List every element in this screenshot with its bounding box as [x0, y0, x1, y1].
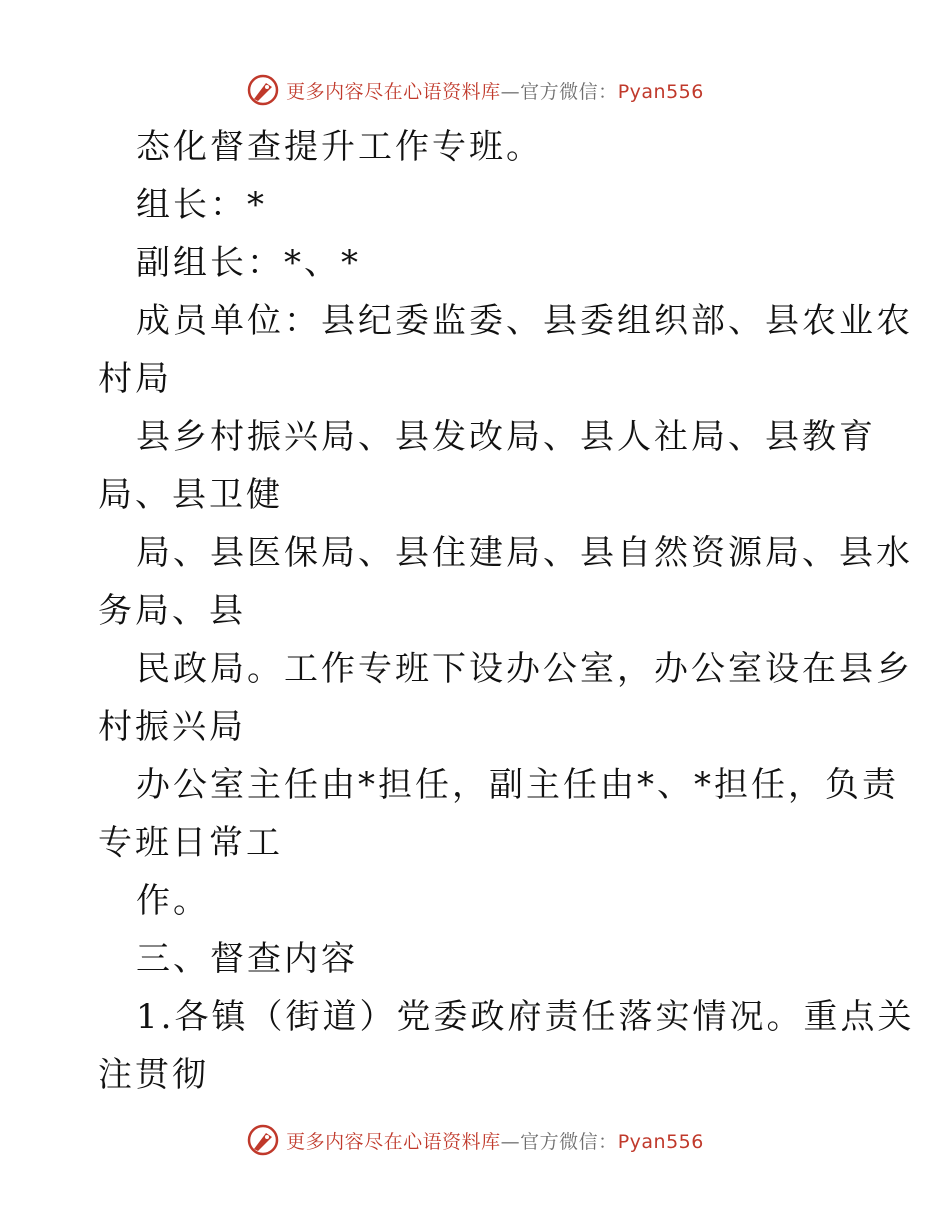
header-banner	[0, 70, 950, 110]
text-line: 作。	[136, 881, 210, 921]
text-line: 村局	[98, 359, 172, 399]
text-line: 务局、县	[98, 591, 246, 631]
text-line: 办公室主任由*担任，副主任由*、*担任，负责	[136, 765, 899, 805]
text-line: 县乡村振兴局、县发改局、县人社局、县教育	[136, 417, 876, 457]
text-line: 专班日常工	[98, 823, 283, 863]
wechat-label: 官方微信：	[520, 80, 618, 103]
wechat-label: 官方微信：	[520, 1130, 618, 1153]
text-line: 组长：*	[136, 185, 267, 225]
promo-text: 更多内容尽在心语资料库	[286, 80, 501, 103]
text-line: 注贯彻	[98, 1055, 209, 1095]
document-body	[98, 118, 915, 1104]
text-line: 成员单位：县纪委监委、县委组织部、县农业农	[136, 301, 913, 341]
wechat-id: Pyan556	[617, 1130, 704, 1153]
text-line: 局、县医保局、县住建局、县自然资源局、县水	[136, 533, 913, 573]
pen-nib-logo-icon	[246, 73, 280, 107]
pen-nib-logo-icon	[246, 1123, 280, 1157]
text-line: 民政局。工作专班下设办公室，办公室设在县乡	[136, 649, 913, 689]
text-line: 局、县卫健	[98, 475, 283, 515]
text-line: 副组长：*、*	[136, 243, 361, 283]
footer-banner	[0, 1120, 950, 1160]
banner-dash: —	[500, 80, 521, 103]
section-heading: 三、督查内容	[136, 939, 358, 979]
promo-text: 更多内容尽在心语资料库	[286, 1130, 501, 1153]
text-line: 态化督查提升工作专班。	[136, 127, 543, 167]
wechat-id: Pyan556	[617, 80, 704, 103]
text-line: 1.各镇（街道）党委政府责任落实情况。重点关	[136, 997, 915, 1037]
banner-dash: —	[500, 1130, 521, 1153]
text-line: 村振兴局	[98, 707, 246, 747]
